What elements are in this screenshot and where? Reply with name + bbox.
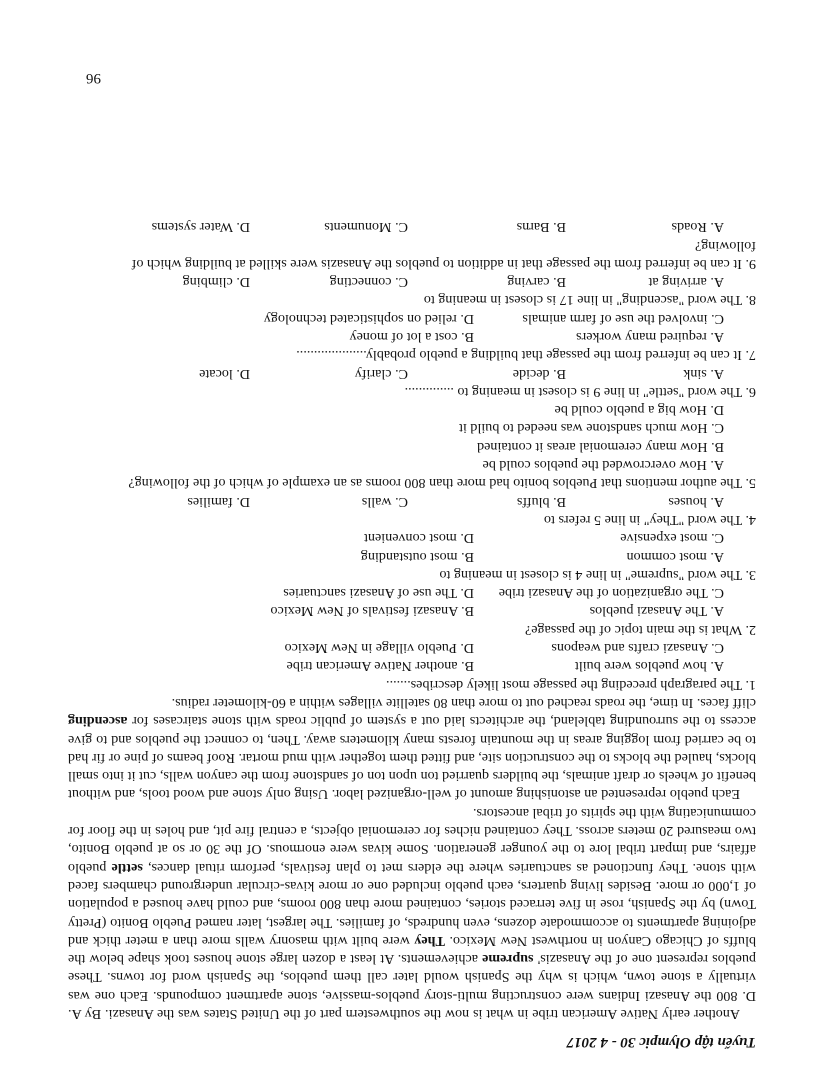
question-3 bbox=[68, 529, 756, 584]
option-d[interactable]: D. Pueblo village in New Mexico bbox=[284, 640, 474, 657]
passage-text: were built with masonry walls more than a meter thick and adjoining apartments to accommodate dozens, even hundreds, of families. The largest, later named Pueblo Bonito (Pretty Town) by the Spanish, rose in five terraced stories, contained more than 800 rooms, and could have housed a population of 1,000 or more. Besides living quarters, each pueblo included one or more kivas-circular underground chambers faced with stone. They functioned as sanctuaries where the elders met to plan festivals, perform ritual dances, bbox=[68, 859, 756, 949]
question-8 bbox=[68, 273, 756, 310]
option-d[interactable]: D. most convenient bbox=[364, 530, 474, 547]
question-stem: 1. The paragraph preceding the passage most likely describes....... bbox=[386, 676, 756, 693]
bold-word-ascending: ascending bbox=[67, 713, 128, 730]
passage-text: achievements. At least a dozen large stone houses took shape below the bluffs of Chicago Canyon in northwest New Mexico. bbox=[68, 932, 756, 968]
question-7 bbox=[68, 309, 756, 364]
option-c[interactable]: C. involved the use of farm animals bbox=[522, 310, 724, 327]
option-a[interactable]: A. The Anasazi pueblos bbox=[589, 603, 724, 620]
question-5 bbox=[68, 401, 756, 492]
option-b[interactable]: B. cost a lot of money bbox=[349, 329, 474, 346]
question-stem: 8. The word "ascending" in line 17 is closest in meaning to bbox=[423, 292, 756, 309]
question-stem: 5. The author mentions that Pueblos bonito had more than 800 rooms as an example of which of the following? bbox=[128, 475, 756, 492]
bold-word-supreme: supreme bbox=[482, 951, 534, 968]
option-c[interactable]: C. Monuments bbox=[324, 219, 408, 236]
question-stem: 4. The word "They" in line 5 refers to bbox=[543, 511, 756, 528]
option-b[interactable]: B. decide bbox=[512, 365, 566, 382]
option-b[interactable]: B. another Native American tribe bbox=[286, 658, 474, 675]
option-b[interactable]: B. Barns bbox=[516, 219, 566, 236]
question-stem: 6. The word "settle" in line 9 is closest in meaning to .............. bbox=[404, 383, 756, 400]
passage-text: pueblo affairs, and impart tribal lore to the younger generation. Some kivas were enormous. Of the 30 or so at pueblo Bonito, two measured 20 meters across. They contained niches for ceremonial objects, a central fire pit, and holes in the floor for communicating with the spirits of tribal ancestors. bbox=[68, 804, 756, 876]
page-header: Tuyển tập Olympic 30 - 4 2017 bbox=[566, 1034, 756, 1050]
option-a[interactable]: A. required many workers bbox=[576, 329, 724, 346]
option-d[interactable]: D. The use of Anasazi sanctuaries bbox=[283, 585, 474, 602]
option-d[interactable]: D. Water systems bbox=[151, 219, 250, 236]
bold-word-settle: settle bbox=[111, 859, 143, 876]
option-d[interactable]: D. climbing bbox=[182, 274, 250, 291]
option-c[interactable]: C. Anasazi crafts and weapons bbox=[551, 640, 724, 657]
question-4 bbox=[68, 492, 756, 529]
question-stem: 7. It can be inferred from the passage that building a pueblo probably.................... bbox=[296, 347, 756, 364]
option-c[interactable]: C. How much sandstone was needed to build it bbox=[458, 420, 724, 437]
option-c[interactable]: C. clarify bbox=[354, 365, 408, 382]
option-c[interactable]: C. most expensive bbox=[620, 530, 724, 547]
option-b[interactable]: B. Anasazi festivals of New Mexico bbox=[270, 603, 474, 620]
option-d[interactable]: D. How big a pueblo could be bbox=[554, 402, 724, 419]
option-a[interactable]: A. sink bbox=[683, 365, 724, 382]
question-1 bbox=[68, 639, 756, 694]
question-list bbox=[68, 218, 756, 694]
option-a[interactable]: A. most common bbox=[626, 548, 724, 565]
option-b[interactable]: B. carving bbox=[507, 274, 566, 291]
bold-word-they: They bbox=[414, 932, 445, 949]
option-a[interactable]: A. How overcrowded the pueblos could be bbox=[482, 457, 724, 474]
question-stem: 2. What is the main topic of the passage? bbox=[524, 621, 756, 638]
passage-text: Each pueblo represented an astonishing amount of well-organized labor. Using only stone and wood tools, and without benefit of wheels or draft animals, the builders quarried ton upon ton of sandstone from the canyon walls, cut it into small blocks, hauled the blocks to the construction site, and fitted them together with mud mortar. Roof beams of pine or fir had to be carried from logging areas in the mountain forests many kilometers away. Then, to connect the pueblos and to give access to the surrounding tableland, the architects laid out a system of public roads with stone staircases for bbox=[68, 713, 756, 803]
question-stem: 9. It can be inferred from the passage that in addition to pueblos the Anasazis were skilled at building which of following? bbox=[131, 237, 756, 272]
option-c[interactable]: C. connecting bbox=[329, 274, 408, 291]
option-a[interactable]: A. houses bbox=[668, 493, 724, 510]
option-b[interactable]: B. bluffs bbox=[516, 493, 566, 510]
option-c[interactable]: C. The organization of the Anasazi tribe bbox=[498, 585, 724, 602]
option-d[interactable]: D. relied on sophisticated technology bbox=[263, 310, 474, 327]
passage-text: Another early Native American tribe in what is now the southwestern part of the United States was the Anasazi. By A. D. 800 the Anasazi Indians were constructing multi-story pueblos-massive, stone apartment compounds. Each one was virtually a stone town, which is why the Spanish would later call them pueblos, the Spanish word for towns. These pueblos represent one of the Anasazis' bbox=[68, 951, 756, 1022]
option-b[interactable]: B. How many ceremonial areas it contained bbox=[477, 438, 724, 455]
option-d[interactable]: D. families bbox=[187, 493, 250, 510]
passage-paragraph-1 bbox=[68, 803, 756, 1023]
option-b[interactable]: B. most outstanding bbox=[360, 548, 474, 565]
question-9 bbox=[68, 218, 756, 273]
option-a[interactable]: A. arriving at bbox=[648, 274, 724, 291]
passage-paragraph-2 bbox=[68, 694, 756, 804]
question-6 bbox=[68, 364, 756, 401]
option-d[interactable]: D. locate bbox=[199, 365, 250, 382]
page-number: 96 bbox=[86, 70, 101, 86]
option-a[interactable]: A. Roads bbox=[671, 219, 724, 236]
passage-text: cliff faces. In time, the roads reached out to more than 80 satellite villages within a 60-kilometer radius. bbox=[171, 694, 756, 711]
question-stem: 3. The word "supreme" in line 4 is closest in meaning to bbox=[439, 566, 756, 583]
option-c[interactable]: C. walls bbox=[361, 493, 408, 510]
document-body bbox=[68, 218, 756, 1023]
question-2 bbox=[68, 584, 756, 639]
option-a[interactable]: A. how pueblos were built bbox=[574, 658, 724, 675]
